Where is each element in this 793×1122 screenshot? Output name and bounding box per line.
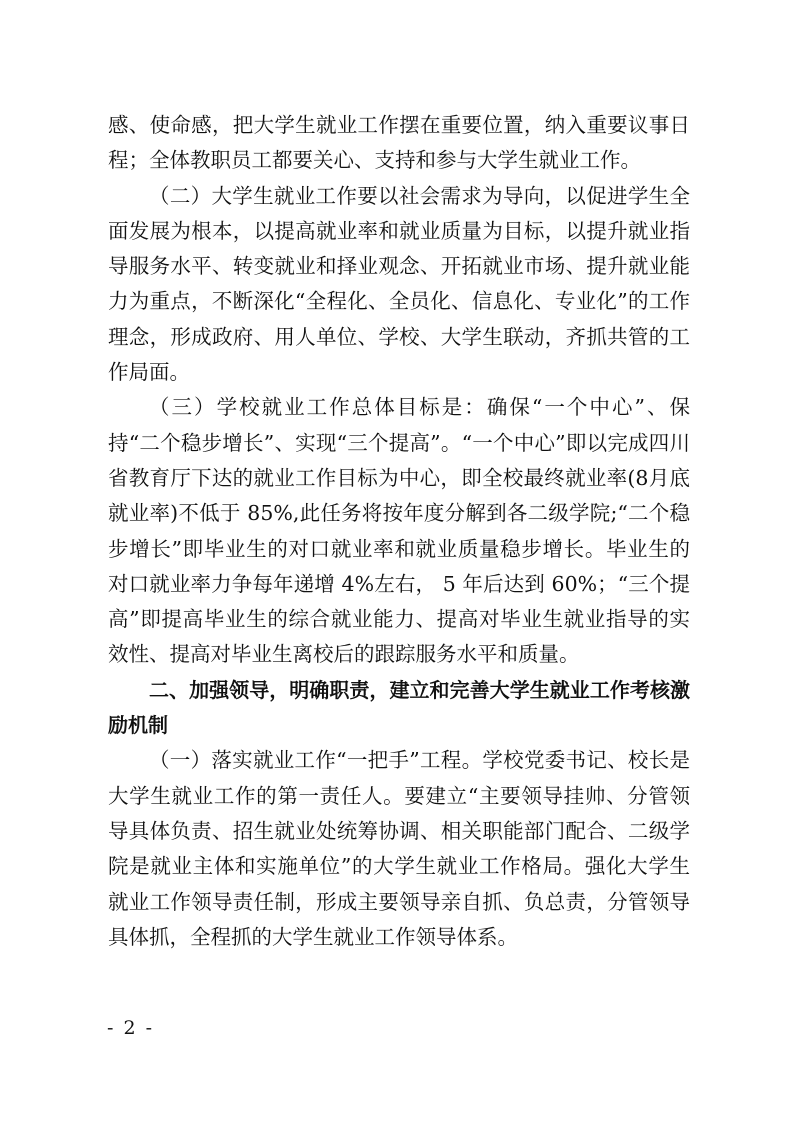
section-heading: 二、加强领导，明确职责，建立和完善大学生就业工作考核激励机制 bbox=[108, 677, 690, 738]
paragraph-item-3: （三）学校就业工作总体目标是：确保“一个中心”、保持“二个稳步增长”、实现“三个提高”。“一个中心”即以完成四川省教育厅下达的就业工作目标为中心，即全校最终就业率(8月底就业率)不低于 85%,此任务将按年度分解到各二级学院;“二个稳步增长”即毕业生的对口就业率和就业质量稳步增长。毕业生的对口就业率力争每年递增 4%左右， 5 年后达到 60%；“三个提高”即提高毕业生的综合就业能力、提高对毕业生就业指导的实效性、提高对毕业生离校后的跟踪服务水平和质量。 bbox=[108, 395, 690, 667]
document-body bbox=[108, 108, 690, 955]
paragraph-section-item-1: （一）落实就业工作“一把手”工程。学校党委书记、校长是大学生就业工作的第一责任人。要建立“主要领导挂帅、分管领导具体负责、招生就业处统筹协调、相关职能部门配合、二级学院是就业主体和实施单位”的大学生就业工作格局。强化大学生就业工作领导责任制，形成主要领导亲自抓、负总责，分管领导具体抓，全程抓的大学生就业工作领导体系。 bbox=[108, 748, 690, 949]
paragraph-continuation: 感、使命感，把大学生就业工作摆在重要位置，纳入重要议事日程；全体教职员工都要关心、支持和参与大学生就业工作。 bbox=[108, 113, 690, 173]
paragraph-item-2: （二）大学生就业工作要以社会需求为导向，以促进学生全面发展为根本，以提高就业率和就业质量为目标，以提升就业指导服务水平、转变就业和择业观念、开拓就业市场、提升就业能力为重点，不断深化“全程化、全员化、信息化、专业化”的工作理念，形成政府、用人单位、学校、大学生联动，齐抓共管的工作局面。 bbox=[108, 183, 690, 385]
page-number: - 2 - bbox=[107, 1017, 155, 1039]
